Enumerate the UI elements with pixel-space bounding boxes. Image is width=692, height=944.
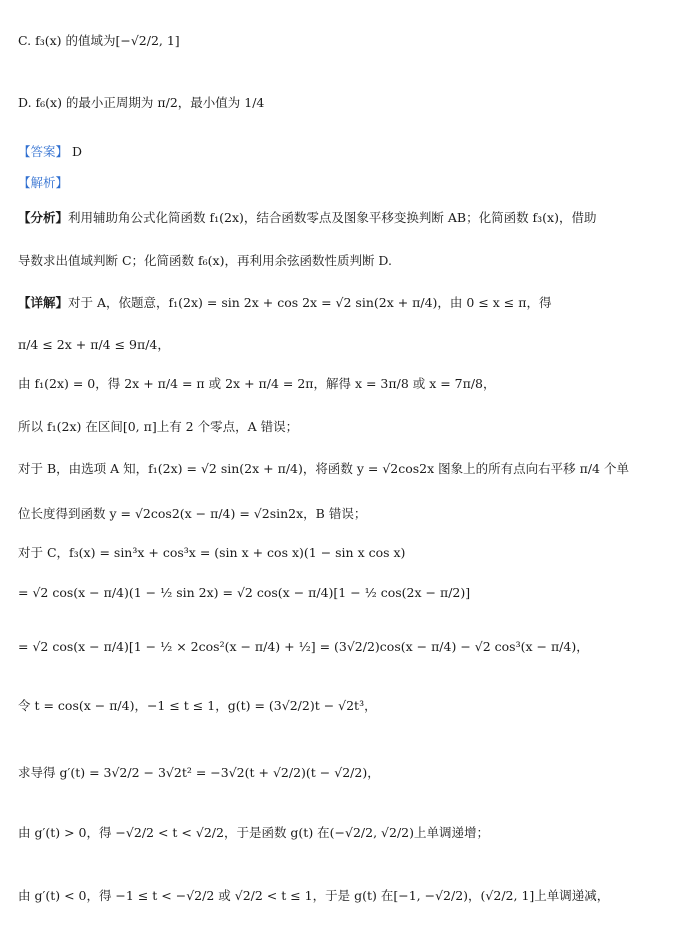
detail-line-2: π/4 ≤ 2x + π/4 ≤ 9π/4，: [18, 337, 170, 352]
detail-tag: 【详解】: [18, 295, 69, 310]
analysis-line-1: [18, 209, 680, 227]
detail-text-1: 对于 A，依题意，f₁(2x) = sin 2x + cos 2x = √2 sin(2x + π/4)，由 0 ≤ x ≤ π，得: [68, 295, 552, 310]
analysis-tag: 【分析】: [18, 210, 69, 225]
explanation-tag: 【解析】: [18, 175, 69, 190]
analysis-text-1: 利用辅助角公式化简函数 f₁(2x)，结合函数零点及图象平移变换判断 AB；化简函数 f₃(x)，借助: [68, 210, 597, 225]
detail-line-1: [18, 294, 680, 312]
option-c: C. f₃(x) 的值域为[−√2/2, 1]: [18, 33, 180, 48]
detail-line-7: 对于 C，f₃(x) = sin³x + cos³x = (sin x + cos x)(1 − sin x cos x): [18, 545, 406, 560]
answer-tag: 【答案】: [18, 144, 69, 159]
option-d: D. f₆(x) 的最小正周期为 π/2，最小值为 1/4: [18, 95, 265, 110]
analysis-line-2: 导数求出值域判断 C；化简函数 f₆(x)，再利用余弦函数性质判断 D.: [18, 253, 392, 268]
detail-line-9: = √2 cos(x − π/4)[1 − ½ × 2cos²(x − π/4) + ½] = (3√2/2)cos(x − π/4) − √2 cos³(x − π/4)，: [18, 639, 589, 654]
detail-line-12: 由 g′(t) > 0，得 −√2/2 < t < √2/2，于是函数 g(t) 在(−√2/2, √2/2)上单调递增；: [18, 825, 490, 840]
answer-value: D: [72, 144, 83, 159]
answer-row: [18, 143, 680, 161]
detail-line-6: 位长度得到函数 y = √2cos2(x − π/4) = √2sin2x，B 错误；: [18, 506, 367, 521]
detail-line-3: 由 f₁(2x) = 0，得 2x + π/4 = π 或 2x + π/4 = 2π，解得 x = 3π/8 或 x = 7π/8，: [18, 376, 496, 391]
detail-line-13: 由 g′(t) < 0，得 −1 ≤ t < −√2/2 或 √2/2 < t ≤ 1，于是 g(t) 在[−1, −√2/2)，(√2/2, 1]上单调递减，: [18, 888, 610, 903]
detail-line-10: 令 t = cos(x − π/4)，−1 ≤ t ≤ 1，g(t) = (3√2/2)t − √2t³，: [18, 698, 377, 713]
detail-line-5: 对于 B，由选项 A 知，f₁(2x) = √2 sin(2x + π/4)，将函数 y = √2cos2x 图象上的所有点向右平移 π/4 个单: [18, 461, 629, 476]
detail-line-8: = √2 cos(x − π/4)(1 − ½ sin 2x) = √2 cos(x − π/4)[1 − ½ cos(2x − π/2)]: [18, 585, 471, 600]
detail-line-4: 所以 f₁(2x) 在区间[0, π]上有 2 个零点，A 错误；: [18, 419, 299, 434]
detail-line-11: 求导得 g′(t) = 3√2/2 − 3√2t² = −3√2(t + √2/2)(t − √2/2)，: [18, 765, 380, 780]
